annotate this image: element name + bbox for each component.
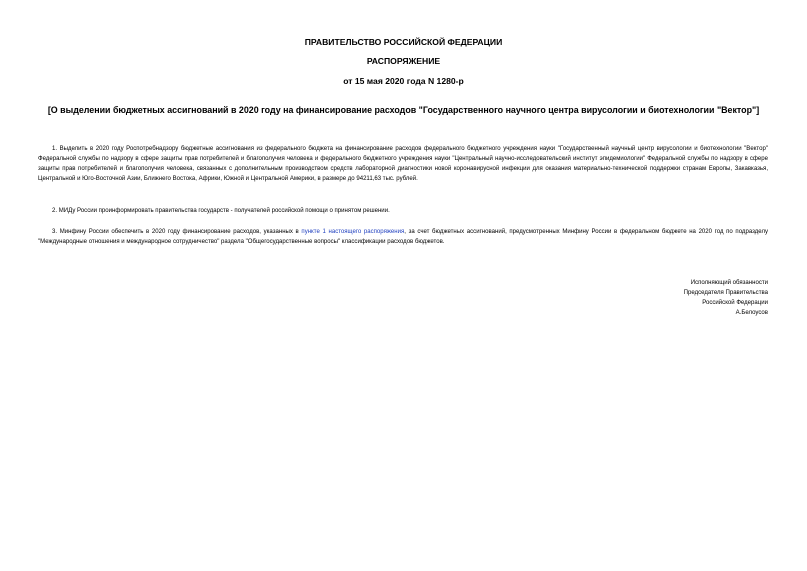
clause-1-link[interactable]: пункте 1 настоящего распоряжения [301, 229, 405, 235]
signature-line-country: Российской Федерации [702, 300, 768, 306]
paragraph-1: 1. Выделить в 2020 году Роспотребнадзору бюджетные ассигнования из федерального бюджета на финансирование расходов федерального бюджетного учреждения науки "Государственный научный центр вирусологии и биотехнологии "Вектор" Федеральной службы по надзору в сфере защиты прав потребителей и благополучия человека и федерального бюджетного учреждения науки "Центральный научно-исследовательский институт эпидемиологии" Федеральной службы по надзору в сфере защиты прав потребителей и благополучия человека, связанных с дополнительным производством средств лабораторной диагностики новой коронавирусной инфекции для оказания материально-технической поддержки странам Европы, Закавказья, Центральной и Юго-Восточной Азии, Ближнего Востока, Африки, Южной и Центральной Америки, в размере до 94211,63 тыс. рублей. [38, 146, 768, 182]
document-title: [О выделении бюджетных ассигнований в 2020 году на финансирование расходов "Государственного научного центра вирусологии и биотехнологии "Вектор"] [47, 105, 760, 115]
paragraph-3-text-start: 3. Минфину России обеспечить в 2020 году финансирование расходов, указанных в [52, 229, 302, 235]
signature-line-office: Председателя Правительства [683, 290, 768, 296]
paragraph-3-text-end: , за счет бюджетных ассигнований, предусмотренных Минфину России в федеральном бюджете на 2020 год по подразделу "Международные отношения и международное сотрудничество" раздела "Общегосударственные вопросы" классификации расходов бюджетов. [38, 229, 768, 245]
signature-block [568, 278, 768, 318]
document-date-number: от 15 мая 2020 года N 1280-р [343, 76, 464, 86]
government-heading: ПРАВИТЕЛЬСТВО РОССИЙСКОЙ ФЕДЕРАЦИИ [304, 37, 503, 47]
document-type-heading: РАСПОРЯЖЕНИЕ [366, 56, 441, 66]
signature-line-position: Исполняющий обязанности [690, 280, 768, 286]
signatory-name: А.Белоусов [735, 310, 768, 316]
paragraph-2: 2. МИДу России проинформировать правительства государств - получателей российской помощи о принятом решении. [52, 208, 390, 214]
paragraph-3 [38, 227, 768, 247]
